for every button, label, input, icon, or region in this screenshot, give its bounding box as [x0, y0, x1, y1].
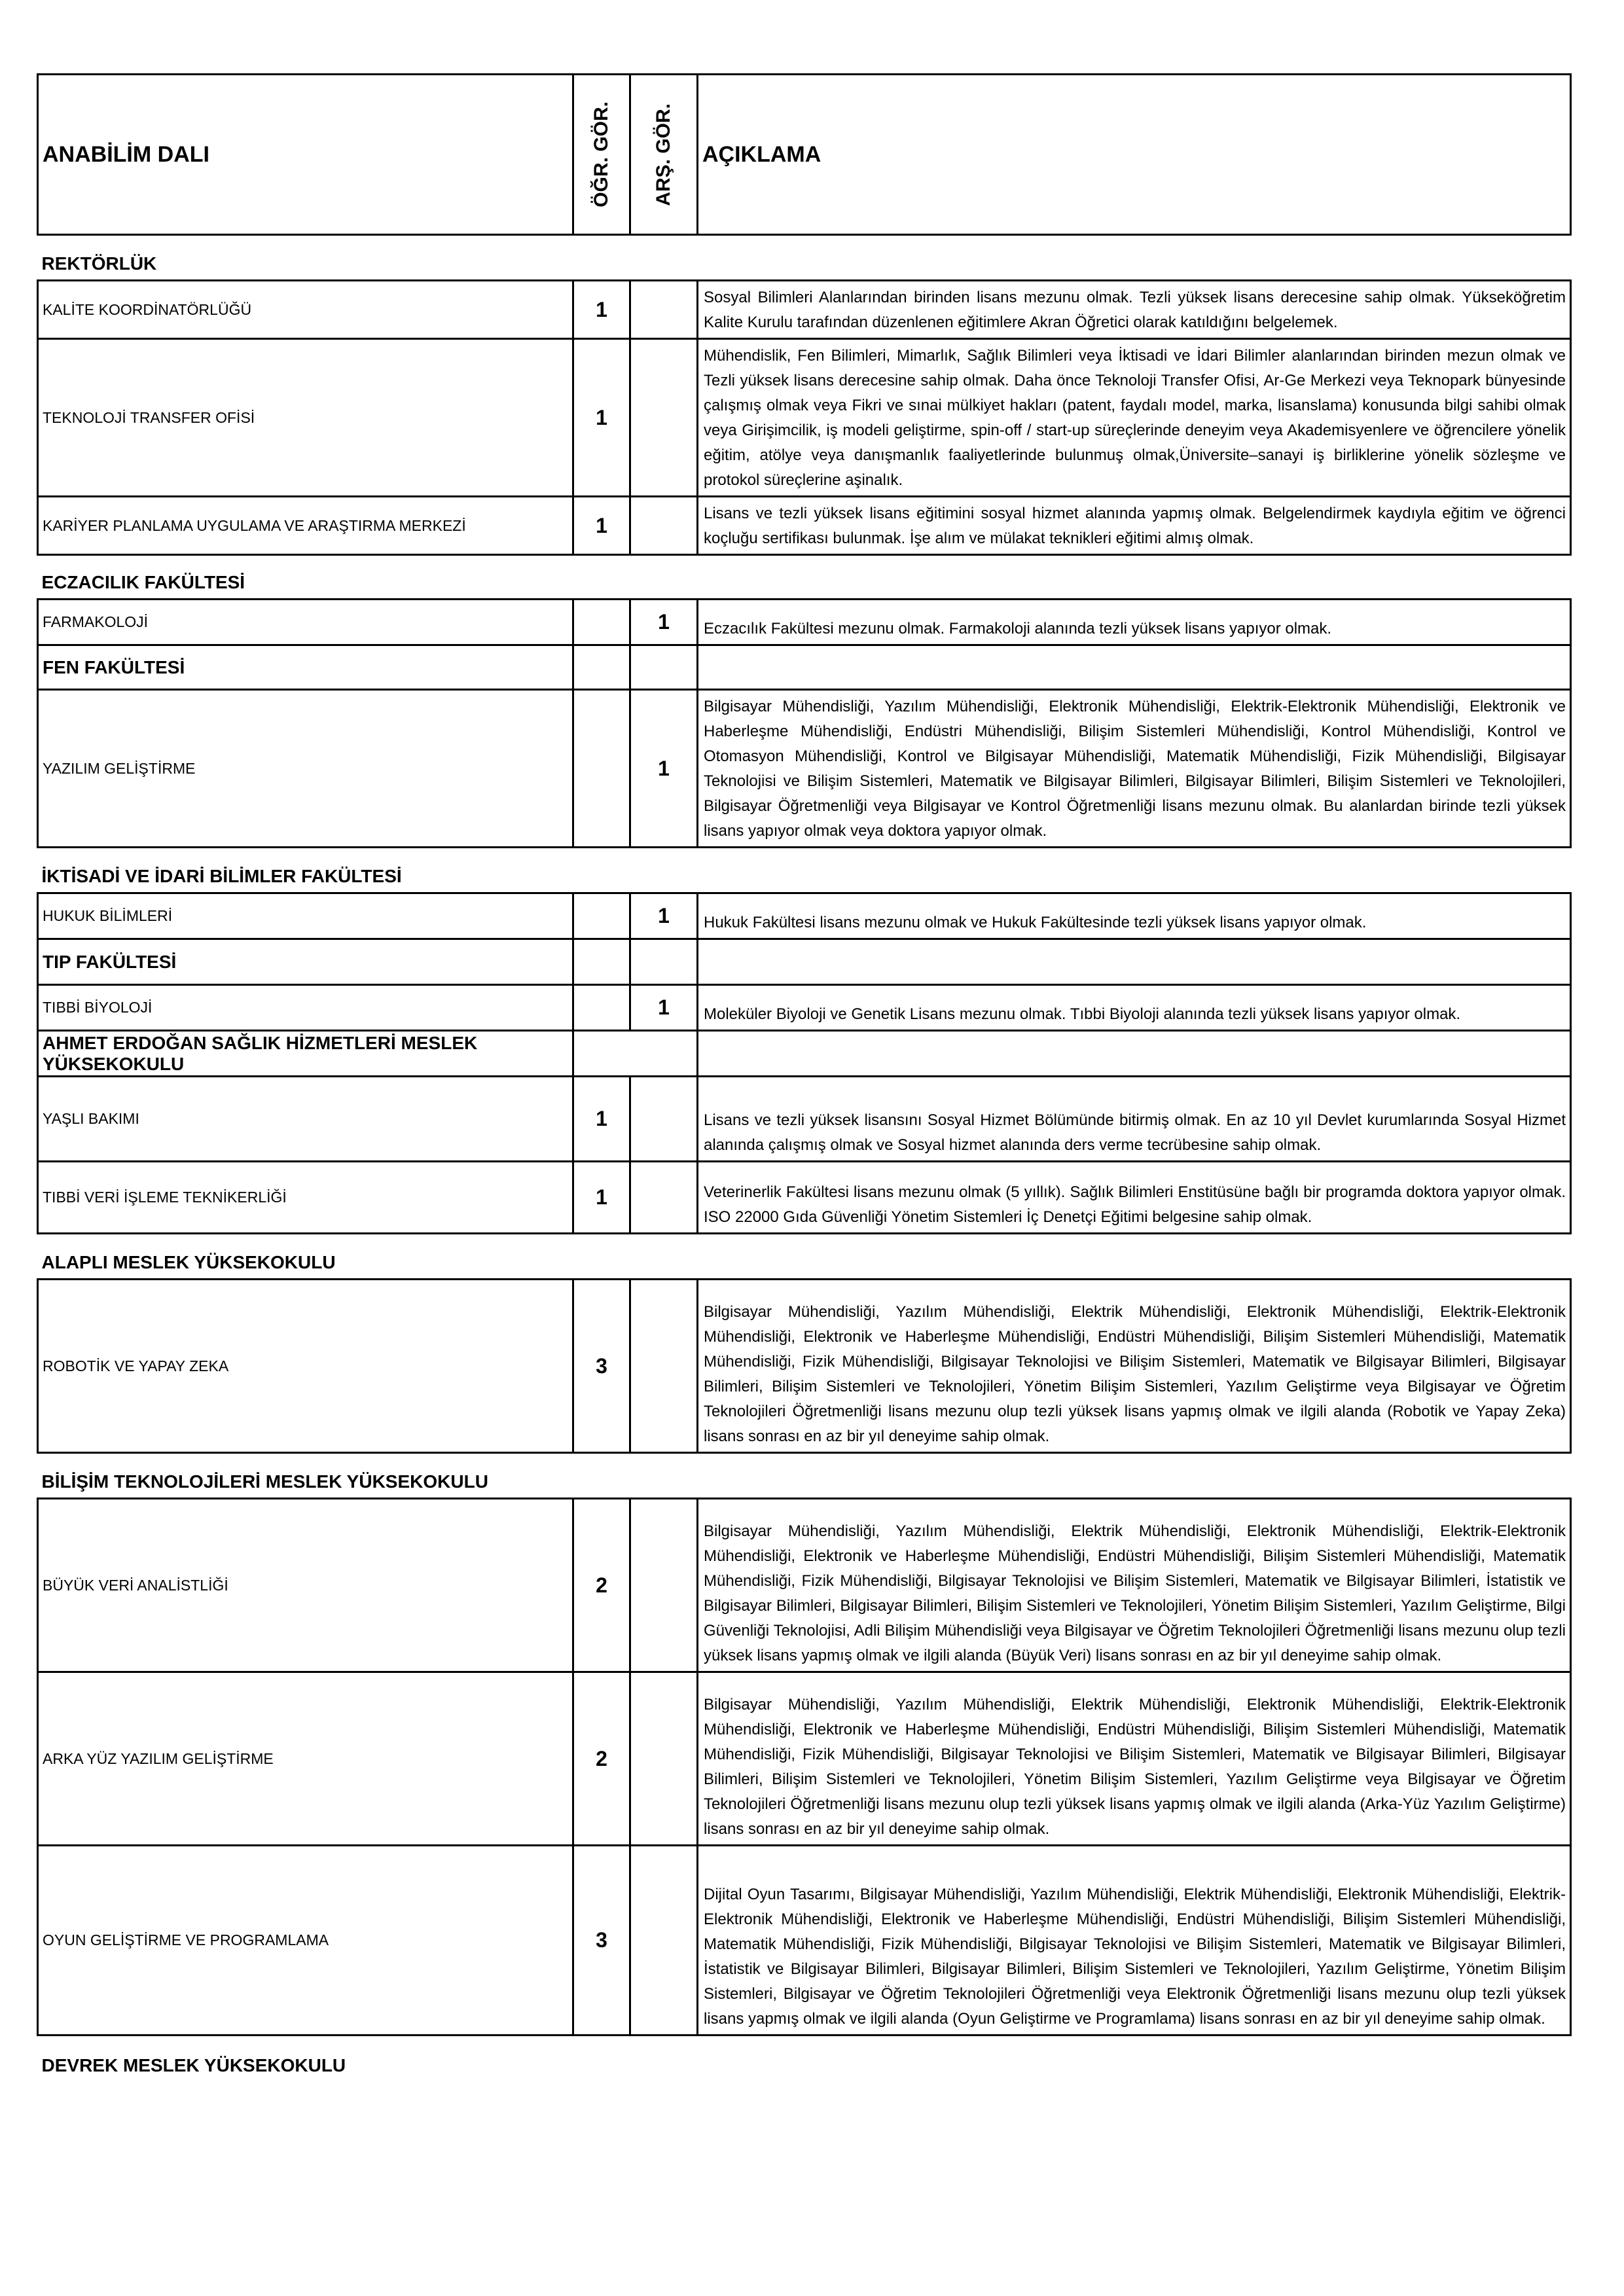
unit-cell [38, 1077, 573, 1162]
unit-cell [38, 1846, 573, 2036]
lecturer-count: 1 [596, 405, 607, 429]
lecturer-count-cell [573, 985, 630, 1031]
description-text: Moleküler Biyoloji ve Genetik Lisans mezunu olmak. Tıbbi Biyoloji alanında tezli yüksek lisans yapıyor olmak. [704, 1005, 1461, 1023]
lecturer-count-cell [573, 1162, 630, 1234]
table-row [38, 1162, 1571, 1234]
assistant-count-cell [630, 600, 698, 645]
assistant-count: 1 [658, 996, 670, 1019]
section-empty-lecturer-cell [573, 645, 630, 690]
assistant-count-cell [630, 1846, 698, 2036]
assistant-count-cell [630, 1672, 698, 1846]
unit-name: ARKA YÜZ YAZILIM GELİŞTİRME [43, 1749, 274, 1767]
description-cell [698, 339, 1571, 497]
section-title: DEVREK MESLEK YÜKSEKOKULU [41, 2054, 346, 2075]
lecturer-count-cell [573, 690, 630, 848]
section-row [38, 2036, 1571, 2081]
section-title-cell [38, 1031, 573, 1077]
description-cell [698, 600, 1571, 645]
lecturer-count-cell [573, 339, 630, 497]
unit-name: KARİYER PLANLAMA UYGULAMA VE ARAŞTIRMA MERKEZİ [43, 516, 466, 534]
assistant-count: 1 [658, 904, 670, 927]
description-cell [698, 690, 1571, 848]
section-title-cell [38, 939, 573, 985]
description-text: Bilgisayar Mühendisliği, Yazılım Mühendisliği, Elektrik Mühendisliği, Elektronik Mühendisliği, Elektrik-Elektronik Mühendisliği, Elektronik ve Haberleşme Mühendisliği, Endüstri Mühendisliği, Bilişim Sistemleri Mühendisliği, Matematik Mühendisliği, Fizik Mühendisliği, Bilgisayar Teknolojisi ve Bilişim Sistemleri, Matematik ve Bilgisayar Bilimleri, Bilgisayar Bilimleri, Bilişim Sistemleri ve Teknolojileri, Yönetim Bilişim Sistemleri, Yazılım Geliştirme veya Bilgisayar ve Öğretim Teknolojileri Öğretmenliği lisans mezunu olup tezli yüksek lisans yapmış olmak ve ilgili alanda (Robotik ve Yapay Zeka) lisans sonrası en az bir yıl deneyime sahip olmak. [704, 1303, 1566, 1445]
lecturer-count-cell [573, 600, 630, 645]
lecturer-count: 1 [596, 1107, 607, 1130]
section-row [38, 848, 1571, 893]
assistant-count-cell [630, 1162, 698, 1234]
section-title: AHMET ERDOĞAN SAĞLIK HİZMETLERİ MESLEK YÜKSEKOKULU [43, 1032, 478, 1074]
description-cell [698, 1077, 1571, 1162]
lecturer-count: 2 [596, 1573, 607, 1597]
unit-name: YAŞLI BAKIMI [43, 1110, 139, 1127]
unit-name: BÜYÜK VERİ ANALİSTLİĞİ [43, 1576, 228, 1594]
header-description: AÇIKLAMA [698, 75, 1571, 235]
unit-name: YAZILIM GELİŞTİRME [43, 759, 196, 777]
section-empty-lecturer-cell [573, 939, 630, 985]
description-cell [698, 281, 1571, 339]
section-title: ALAPLI MESLEK YÜKSEKOKULU [41, 1252, 336, 1272]
assistant-count: 1 [658, 756, 670, 780]
lecturer-count: 1 [596, 513, 607, 537]
table-row [38, 1077, 1571, 1162]
section-title: REKTÖRLÜK [41, 253, 157, 274]
unit-name: TIBBİ VERİ İŞLEME TEKNİKERLİĞİ [43, 1189, 287, 1206]
lecturer-count-cell [573, 1280, 630, 1453]
unit-name: KALİTE KOORDİNATÖRLÜĞÜ [43, 300, 252, 318]
section-row [38, 939, 1571, 985]
assistant-count-cell [630, 1499, 698, 1672]
table-row [38, 985, 1571, 1031]
unit-name: ROBOTİK VE YAPAY ZEKA [43, 1357, 229, 1374]
description-text: Bilgisayar Mühendisliği, Yazılım Mühendisliği, Elektrik Mühendisliği, Elektronik Mühendisliği, Elektrik-Elektronik Mühendisliği, Elektronik ve Haberleşme Mühendisliği, Endüstri Mühendisliği, Bilişim Sistemleri Mühendisliği, Matematik Mühendisliği, Fizik Mühendisliği, Bilgisayar Teknolojisi ve Bilişim Sistemleri, Matematik ve Bilgisayar Bilimleri, İstatistik ve Bilgisayar Bilimleri, Bilgisayar Bilimleri, Bilişim Sistemleri ve Teknolojileri, Yönetim Bilişim Sistemleri, Yazılım Geliştirme, Bilgi Güvenliği Teknolojisi, Adli Bilişim Mühendisliği veya Bilgisayar ve Öğretim Teknolojileri Öğretmenliği lisans mezunu olup tezli yüksek lisans yapmış olmak ve ilgili alanda (Büyük Veri) lisans sonrası en az bir yıl deneyime sahip olmak. [704, 1522, 1566, 1664]
unit-name: HUKUK BİLİMLERİ [43, 907, 173, 924]
section-title-cell [38, 235, 1571, 281]
description-cell [698, 1499, 1571, 1672]
table-row [38, 893, 1571, 939]
table-row [38, 690, 1571, 848]
table-row [38, 1672, 1571, 1846]
lecturer-count-cell [573, 893, 630, 939]
description-cell [698, 497, 1571, 555]
description-text: Hukuk Fakültesi lisans mezunu olmak ve Hukuk Fakültesinde tezli yüksek lisans yapıyor olmak. [704, 914, 1367, 931]
section-title-cell [38, 1234, 1571, 1280]
table-row [38, 497, 1571, 555]
unit-cell [38, 1280, 573, 1453]
table-row [38, 339, 1571, 497]
section-row [38, 1453, 1571, 1499]
unit-cell [38, 1499, 573, 1672]
assistant-count: 1 [658, 610, 670, 634]
section-row [38, 645, 1571, 690]
lecturer-count-cell [573, 281, 630, 339]
description-cell [698, 1162, 1571, 1234]
lecturer-count-cell [573, 1846, 630, 2036]
section-title: FEN FAKÜLTESİ [43, 656, 185, 677]
header-research-assistant: ARŞ. GÖR. [630, 75, 698, 235]
description-cell [698, 1846, 1571, 2036]
position-table [37, 73, 1572, 2081]
section-empty-assistant-cell [630, 645, 698, 690]
document-page [37, 73, 1570, 2081]
unit-name: TEKNOLOJİ TRANSFER OFİSİ [43, 408, 255, 426]
table-row [38, 281, 1571, 339]
description-text: Bilgisayar Mühendisliği, Yazılım Mühendisliği, Elektrik Mühendisliği, Elektronik Mühendisliği, Elektrik-Elektronik Mühendisliği, Elektronik ve Haberleşme Mühendisliği, Endüstri Mühendisliği, Bilişim Sistemleri Mühendisliği, Matematik Mühendisliği, Fizik Mühendisliği, Bilgisayar Teknolojisi ve Bilişim Sistemleri, Matematik ve Bilgisayar Bilimleri, Bilgisayar Bilimleri, Bilişim Sistemleri ve Teknolojileri, Yönetim Bilişim Sistemleri, Yazılım Geliştirme veya Bilgisayar ve Öğretim Teknolojileri Öğretmenliği lisans mezunu olup tezli yüksek lisans yapmış olmak ve ilgili alanda (Arka-Yüz Yazılım Geliştirme) lisans sonrası en az bir yıl deneyime sahip olmak. [704, 1696, 1566, 1838]
unit-cell [38, 690, 573, 848]
lecturer-count-cell [573, 1077, 630, 1162]
assistant-count-cell [630, 1280, 698, 1453]
section-title: ECZACILIK FAKÜLTESİ [41, 572, 245, 592]
header-lecturer: ÖĞR. GÖR. [573, 75, 630, 235]
description-text: Eczacılık Fakültesi mezunu olmak. Farmakoloji alanında tezli yüksek lisans yapıyor olmak. [704, 620, 1332, 637]
table-row [38, 600, 1571, 645]
description-text: Bilgisayar Mühendisliği, Yazılım Mühendisliği, Elektronik Mühendisliği, Elektrik-Elektronik Mühendisliği, Elektronik ve Haberleşme Mühendisliği, Endüstri Mühendisliği, Bilişim Sistemleri Mühendisliği, Kontrol Mühendisliği, Kontrol ve Otomasyon Mühendisliği, Kontrol ve Bilgisayar Mühendisliği, Matematik Mühendisliği, Fizik Mühendisliği, Bilgisayar Teknolojisi ve Bilişim Sistemleri, Matematik ve Bilgisayar Bilimleri, Bilgisayar Bilimleri, Bilişim Sistemleri ve Teknolojileri, Bilgisayar Öğretmenliği veya Bilgisayar ve Kontrol Öğretmenliği lisans mezunu olmak. Bu alanlardan birinde tezli yüksek lisans yapıyor olmak veya doktora yapıyor olmak. [704, 698, 1566, 840]
lecturer-count-cell [573, 497, 630, 555]
section-empty-assistant-cell [630, 939, 698, 985]
table-row [38, 1280, 1571, 1453]
unit-cell [38, 893, 573, 939]
description-text: Mühendislik, Fen Bilimleri, Mimarlık, Sağlık Bilimleri veya İktisadi ve İdari Bilimler alanlarından birinden mezun olmak ve Tezli yüksek lisans derecesine sahip olmak. Daha önce Teknoloji Transfer Ofisi, Ar-Ge Merkezi veya Teknopark bünyesinde çalışmış olmak veya Fikri ve sınai mülkiyet hakları (patent, faydalı model, marka, lisanslama) konusunda bilgi sahibi olmak veya Girişimcilik, iş modeli geliştirme, spin-off / start-up süreçlerinde deneyim veya Akademisyenlere ve öğrencilere yönelik eğitim, atölye veya danışmanlık faaliyetlerinde bulunmuş olmak,Üniversite–sanayi iş birliklerine yönelik sözleşme ve protokol süreçlerine aşinalık. [704, 347, 1566, 489]
section-title: BİLİŞİM TEKNOLOJİLERİ MESLEK YÜKSEKOKULU [41, 1471, 488, 1492]
unit-cell [38, 1672, 573, 1846]
description-text: Sosyal Bilimleri Alanlarından birinden lisans mezunu olmak. Tezli yüksek lisans derecesine sahip olmak. Yükseköğretim Kalite Kurulu tarafından düzenlenen eğitimlere Akran Öğretici olarak katıldığını belgelemek. [704, 289, 1566, 331]
assistant-count-cell [630, 497, 698, 555]
unit-cell [38, 339, 573, 497]
section-title-cell [38, 2036, 1571, 2081]
description-text: Lisans ve tezli yüksek lisansını Sosyal Hizmet Bölümünde bitirmiş olmak. En az 10 yıl Devlet kurumlarında Sosyal Hizmet alanında çalışmış olmak ve Sosyal hizmet alanında ders verme tecrübesine sahip olmak. [704, 1111, 1566, 1154]
section-title: İKTİSADİ VE İDARİ BİLİMLER FAKÜLTESİ [41, 866, 402, 886]
unit-name: TIBBİ BİYOLOJİ [43, 999, 153, 1016]
header-department: ANABİLİM DALI [38, 75, 573, 235]
unit-name: OYUN GELİŞTİRME VE PROGRAMLAMA [43, 1931, 329, 1948]
unit-cell [38, 281, 573, 339]
assistant-count-cell [630, 893, 698, 939]
assistant-count-cell [630, 690, 698, 848]
lecturer-count: 3 [596, 1928, 607, 1952]
table-row [38, 1846, 1571, 2036]
unit-name: FARMAKOLOJİ [43, 613, 149, 630]
section-row [38, 235, 1571, 281]
lecturer-count-cell [573, 1672, 630, 1846]
section-empty-description-cell [698, 939, 1571, 985]
section-empty-description-cell [698, 1031, 1571, 1077]
assistant-count-cell [630, 339, 698, 497]
section-empty-description-cell [698, 645, 1571, 690]
section-title-cell [38, 848, 1571, 893]
assistant-count-cell [630, 1077, 698, 1162]
description-cell [698, 985, 1571, 1031]
table-header-row [38, 75, 1571, 235]
assistant-count-cell [630, 281, 698, 339]
unit-cell [38, 497, 573, 555]
section-row [38, 1031, 1571, 1077]
description-cell [698, 1280, 1571, 1453]
assistant-count-cell [630, 985, 698, 1031]
description-text: Lisans ve tezli yüksek lisans eğitimini sosyal hizmet alanında yapmış olmak. Belgelendirmek kaydıyla eğitim ve öğrenci koçluğu sertifikası bulunmak. İşe alım ve mülakat teknikleri eğitimi almış olmak. [704, 505, 1566, 547]
description-cell [698, 893, 1571, 939]
section-row [38, 555, 1571, 600]
lecturer-count: 1 [596, 297, 607, 321]
table-row [38, 1499, 1571, 1672]
unit-cell [38, 985, 573, 1031]
description-text: Veterinerlik Fakültesi lisans mezunu olmak (5 yıllık). Sağlık Bilimleri Enstitüsüne bağlı bir programda doktora yapıyor olmak. ISO 22000 Gıda Güvenliği Yönetim Sistemleri İç Denetçi Eğitimi belgesine sahip olmak. [704, 1183, 1566, 1226]
lecturer-count: 1 [596, 1185, 607, 1209]
section-title-cell [38, 645, 573, 690]
section-title-cell [38, 1453, 1571, 1499]
lecturer-count-cell [573, 1499, 630, 1672]
section-row [38, 1234, 1571, 1280]
lecturer-count: 2 [596, 1746, 607, 1770]
description-text: Dijital Oyun Tasarımı, Bilgisayar Mühendisliği, Yazılım Mühendisliği, Elektrik Mühendisliği, Elektronik Mühendisliği, Elektrik-Elektronik Mühendisliği, Elektronik ve Haberleşme Mühendisliği, Endüstri Mühendisliği, Bilişim Sistemleri Mühendisliği, Matematik Mühendisliği, Fizik Mühendisliği, Bilgisayar Teknolojisi ve Bilişim Sistemleri, Matematik ve Bilgisayar Bilimleri, İstatistik ve Bilgisayar Bilimleri, Bilgisayar Bilimleri, Bilişim Sistemleri ve Teknolojileri, Yazılım Geliştirme, Yönetim Bilişim Sistemleri, Bilgisayar ve Öğretim Teknolojileri Öğretmenliği veya Elektronik Öğretmenliği lisans mezunu olup tezli yüksek lisans yapmış olmak ve ilgili alanda (Oyun Geliştirme ve Programlama) lisans sonrası en az bir yıl deneyime sahip olmak. [704, 1886, 1566, 2028]
unit-cell [38, 1162, 573, 1234]
unit-cell [38, 600, 573, 645]
section-title-cell [38, 555, 1571, 600]
lecturer-count: 3 [596, 1354, 607, 1378]
description-cell [698, 1672, 1571, 1846]
section-empty-cell [573, 1031, 698, 1077]
section-title: TIP FAKÜLTESİ [43, 951, 177, 972]
